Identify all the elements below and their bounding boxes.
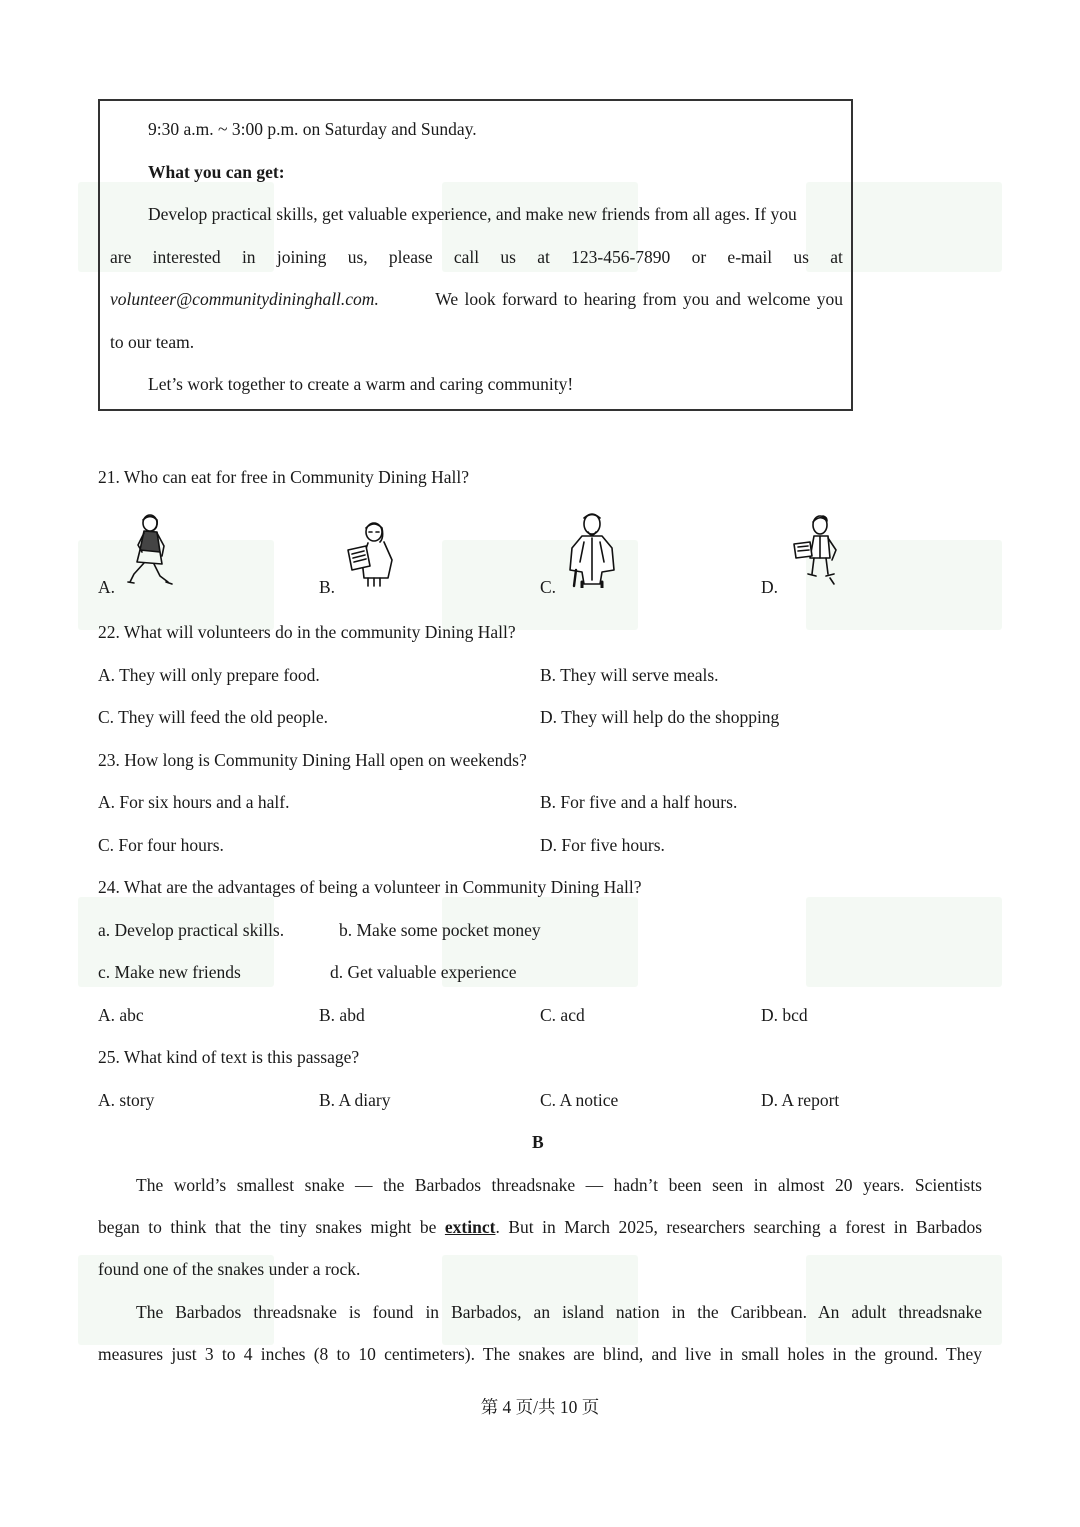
man-reading-picture bbox=[790, 514, 844, 588]
q23-option-c[interactable]: C. For four hours. bbox=[98, 835, 224, 855]
word: e-mail bbox=[727, 247, 773, 267]
phone-number: 123-456-7890 bbox=[571, 247, 671, 267]
woman-reading-picture bbox=[342, 520, 398, 588]
passage-line: The Barbados threadsnake is found in Barbados, an island nation in the Caribbean. An adult threadsnake bbox=[136, 1302, 982, 1322]
passage-line bbox=[98, 1217, 982, 1238]
old-man-picture bbox=[562, 512, 622, 588]
word: joining bbox=[276, 247, 327, 267]
word: are bbox=[110, 247, 132, 267]
passage-text: . But in March 2025, researchers searching a forest in Barbados bbox=[495, 1217, 983, 1237]
passage-line: measures just 3 to 4 inches (8 to 10 centimeters). The snakes are blind, and live in small holes in the ground. They bbox=[98, 1344, 982, 1364]
section-heading: B bbox=[532, 1132, 544, 1152]
q21-option-a[interactable]: A. bbox=[98, 577, 116, 597]
q21-option-c[interactable]: C. bbox=[540, 577, 557, 597]
question-22: 22. What will volunteers do in the community Dining Hall? bbox=[98, 622, 516, 642]
notice-paragraph-line: Develop practical skills, get valuable experience, and make new friends from all ages. If you bbox=[148, 204, 797, 224]
question-24: 24. What are the advantages of being a volunteer in Community Dining Hall? bbox=[98, 877, 642, 897]
schoolgirl-picture bbox=[124, 512, 176, 588]
q24-item-b: b. Make some pocket money bbox=[339, 920, 541, 940]
page-footer: 第 4 页/共 10 页 bbox=[480, 1397, 600, 1417]
q24-item-d: d. Get valuable experience bbox=[330, 962, 517, 982]
q25-option-a[interactable]: A. story bbox=[98, 1090, 155, 1110]
word: in bbox=[241, 247, 256, 267]
q24-option-a[interactable]: A. abc bbox=[98, 1005, 144, 1025]
question-21: 21. Who can eat for free in Community Dining Hall? bbox=[98, 467, 469, 487]
watermark bbox=[442, 1255, 638, 1345]
watermark bbox=[806, 1255, 1002, 1345]
word: us bbox=[793, 247, 809, 267]
email-address: volunteer@communitydininghall.com. bbox=[110, 289, 379, 309]
q23-option-a[interactable]: A. For six hours and a half. bbox=[98, 792, 290, 812]
question-25: 25. What kind of text is this passage? bbox=[98, 1047, 360, 1067]
question-23: 23. How long is Community Dining Hall open on weekends? bbox=[98, 750, 527, 770]
word: at bbox=[830, 247, 843, 267]
watermark bbox=[806, 897, 1002, 987]
word: or bbox=[691, 247, 707, 267]
q21-option-b[interactable]: B. bbox=[319, 577, 336, 597]
q22-option-b[interactable]: B. They will serve meals. bbox=[540, 665, 719, 685]
notice-text: We look forward to hearing from you and welcome you bbox=[435, 289, 843, 309]
word: at bbox=[537, 247, 550, 267]
q24-item-c: c. Make new friends bbox=[98, 962, 241, 982]
passage-text: began to think that the tiny snakes might be bbox=[98, 1217, 437, 1237]
q22-option-a[interactable]: A. They will only prepare food. bbox=[98, 665, 320, 685]
q23-option-b[interactable]: B. For five and a half hours. bbox=[540, 792, 738, 812]
q23-option-d[interactable]: D. For five hours. bbox=[540, 835, 665, 855]
notice-paragraph-line bbox=[110, 247, 843, 268]
notice-paragraph-line: to our team. bbox=[110, 332, 195, 352]
notice-hours: 9:30 a.m. ~ 3:00 p.m. on Saturday and Sunday. bbox=[148, 119, 477, 139]
q22-option-d[interactable]: D. They will help do the shopping bbox=[540, 707, 780, 727]
notice-get-heading: What you can get: bbox=[148, 162, 285, 182]
q25-option-b[interactable]: B. A diary bbox=[319, 1090, 391, 1110]
word: us, bbox=[347, 247, 368, 267]
q24-option-c[interactable]: C. acd bbox=[540, 1005, 585, 1025]
q24-option-d[interactable]: D. bcd bbox=[761, 1005, 808, 1025]
word: call bbox=[453, 247, 480, 267]
q24-item-a: a. Develop practical skills. bbox=[98, 920, 285, 940]
q24-option-b[interactable]: B. abd bbox=[319, 1005, 365, 1025]
passage-line: found one of the snakes under a rock. bbox=[98, 1259, 361, 1279]
word: us bbox=[500, 247, 516, 267]
word: interested bbox=[152, 247, 221, 267]
q22-option-c[interactable]: C. They will feed the old people. bbox=[98, 707, 329, 727]
q21-option-d[interactable]: D. bbox=[761, 577, 779, 597]
word: please bbox=[388, 247, 433, 267]
q25-option-d[interactable]: D. A report bbox=[761, 1090, 840, 1110]
notice-closing: Let’s work together to create a warm and caring community! bbox=[148, 374, 574, 394]
q25-option-c[interactable]: C. A notice bbox=[540, 1090, 619, 1110]
underlined-word: extinct bbox=[444, 1217, 496, 1237]
notice-paragraph-line bbox=[110, 289, 843, 310]
passage-line: The world’s smallest snake — the Barbados threadsnake — hadn’t been seen in almost 20 years. Scientists bbox=[136, 1175, 982, 1195]
